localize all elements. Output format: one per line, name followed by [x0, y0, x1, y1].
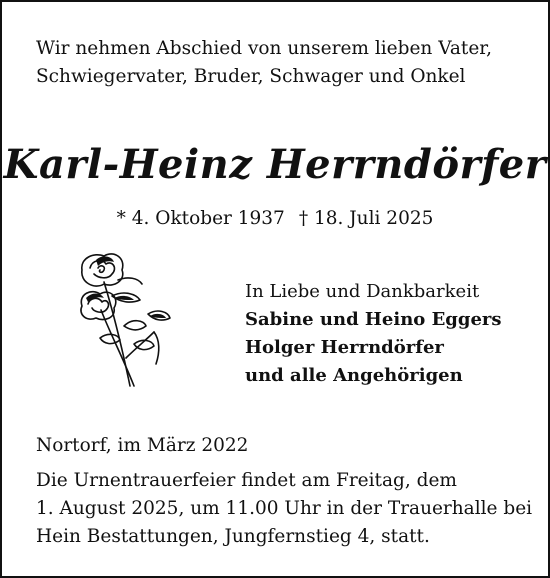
life-dates: [2, 206, 548, 232]
funeral-line-1: Die Urnentrauerfeier findet am Freitag, dem: [36, 470, 457, 491]
intro-line-2: Schwiegervater, Bruder, Schwager und Onkel: [36, 66, 466, 87]
funeral-line-3: Hein Bestattungen, Jungfernstieg 4, statt.: [36, 526, 430, 547]
mourners-block: [245, 278, 502, 390]
death-date: † 18. Juli 2025: [298, 208, 434, 229]
mourner-name: Sabine und Heino Eggers: [245, 309, 502, 330]
funeral-info: [36, 467, 536, 551]
mourners-intro: In Liebe und Dankbarkeit: [245, 281, 480, 302]
funeral-line-2: 1. August 2025, um 11.00 Uhr in der Trauerhalle bei: [36, 498, 533, 519]
deceased-name: Karl-Heinz Herrndörfer: [3, 141, 547, 188]
rose-icon: [68, 248, 176, 388]
mourner-name: Holger Herrndörfer: [245, 337, 444, 358]
intro-text: [36, 35, 526, 91]
intro-line-1: Wir nehmen Abschied von unserem lieben Vater,: [36, 38, 492, 59]
place-date: Nortorf, im März 2022: [36, 435, 249, 456]
birth-date: * 4. Oktober 1937: [116, 208, 285, 229]
mourner-name: und alle Angehörigen: [245, 365, 463, 386]
